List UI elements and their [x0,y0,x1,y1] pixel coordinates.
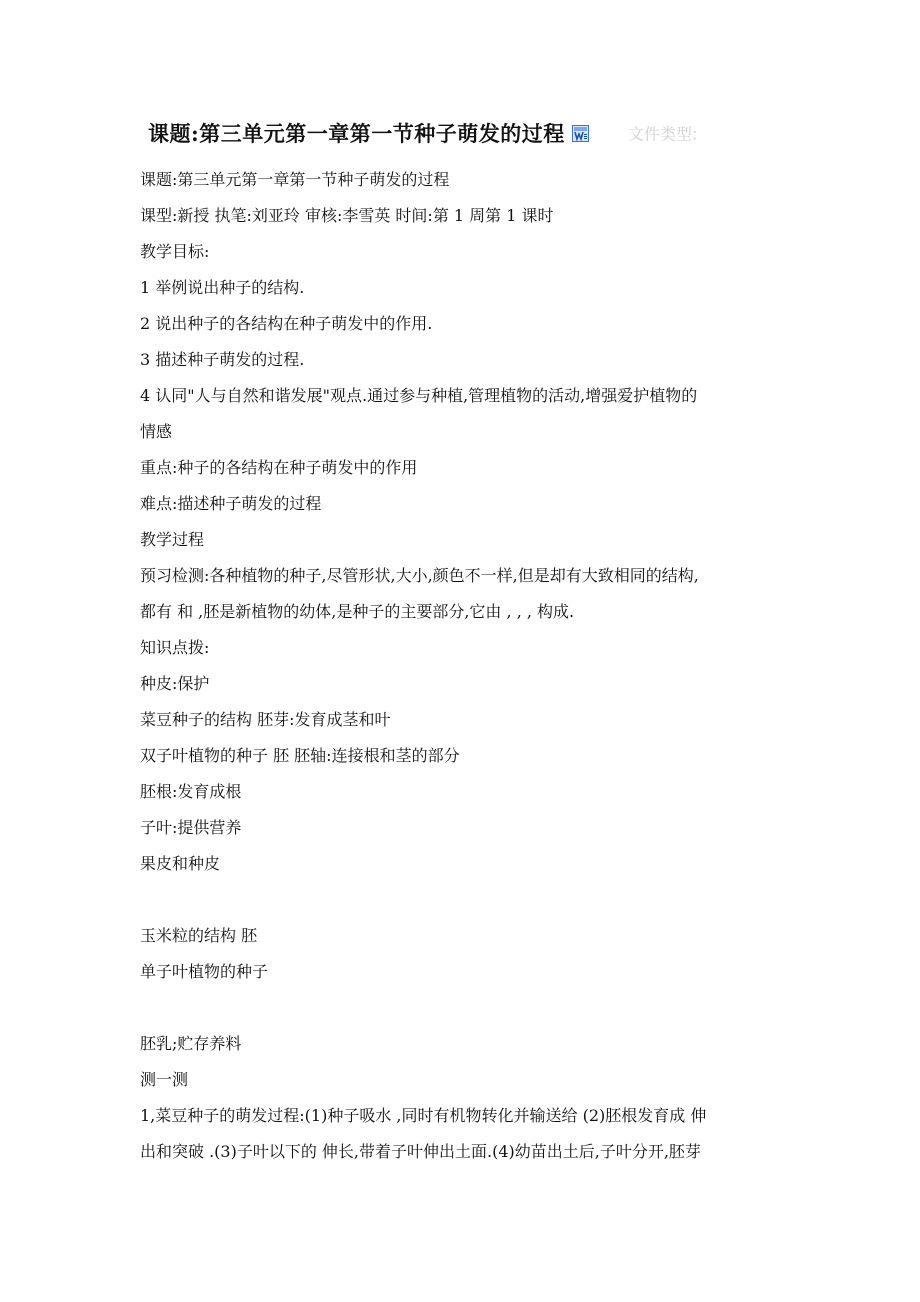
text-line: 胚乳;贮存养料 [140,1034,242,1053]
word-document-icon[interactable] [572,125,589,142]
text-line: 1,菜豆种子的萌发过程:(1)种子吸水 ,同时有机物转化并输送给 (2)胚根发育成 伸 [140,1106,707,1125]
document-header [148,118,888,158]
text-line: 玉米粒的结构 胚 [140,926,258,945]
document-body [140,162,800,1170]
text-line: 课型:新授 执笔:刘亚玲 审核:李雪英 时间:第 1 周第 1 课时 [140,206,554,225]
text-line: 课题:第三单元第一章第一节种子萌发的过程 [140,170,450,189]
document-title: 课题:第三单元第一章第一节种子萌发的过程 [148,121,565,146]
text-line: 单子叶植物的种子 [140,962,269,981]
text-line: 重点:种子的各结构在种子萌发中的作用 [140,458,418,477]
text-line: 教学过程 [140,530,205,549]
text-line: 知识点拨: [140,638,210,657]
text-line: 果皮和种皮 [140,854,221,873]
text-line: 3 描述种子萌发的过程. [140,350,305,369]
text-line: 4 认同"人与自然和谐发展"观点.通过参与种植,管理植物的活动,增强爱护植物的 [140,386,698,405]
text-line: 出和突破 .(3)子叶以下的 伸长,带着子叶伸出土面.(4)幼苗出土后,子叶分开,胚芽 [140,1142,701,1161]
text-line: 2 说出种子的各结构在种子萌发中的作用. [140,314,433,333]
text-line: 情感 [140,422,173,441]
text-line: 都有 和 ,胚是新植物的幼体,是种子的主要部分,它由 , , , 构成. [140,602,575,621]
text-line: 1 举例说出种子的结构. [140,278,305,297]
file-type-label: 文件类型: [627,124,698,144]
text-line: 菜豆种子的结构 胚芽:发育成茎和叶 [140,710,391,729]
text-line: 双子叶植物的种子 胚 胚轴:连接根和茎的部分 [140,746,460,765]
text-line: 教学目标: [140,242,210,261]
text-line: 种皮:保护 [140,674,210,693]
text-line: 预习检测:各种植物的种子,尽管形状,大小,颜色不一样,但是却有大致相同的结构, [140,566,699,585]
blank-line [140,882,800,918]
text-line: 测一测 [140,1070,189,1089]
text-line: 难点:描述种子萌发的过程 [140,494,322,513]
text-line: 子叶:提供营养 [140,818,242,837]
blank-line [140,990,800,1026]
text-line: 胚根:发育成根 [140,782,242,801]
